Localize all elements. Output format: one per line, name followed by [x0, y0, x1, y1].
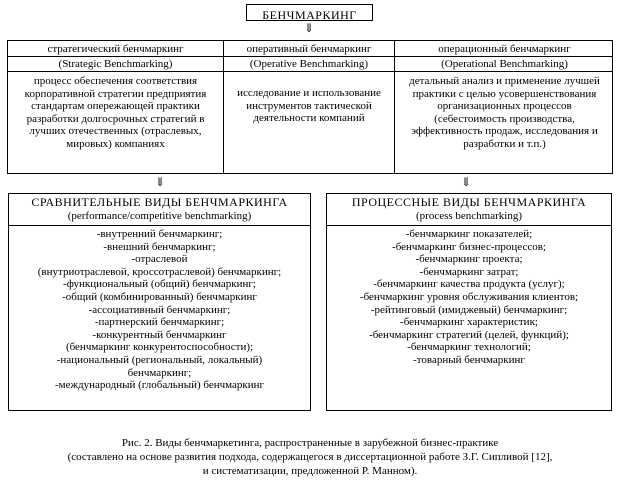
list-item: -бенчмаркинг стратегий (целей, функций); — [369, 328, 569, 341]
column-strategic-desc: процесс обеспечения соответствия корпоративной стратегии предприятия стандартам опережающей практики разработки долгосрочных стратегий в лучших отечественных (отраслевых, мировых) компаниях — [24, 75, 207, 150]
comparative-types-box — [8, 193, 311, 411]
process-types-list — [327, 228, 611, 367]
process-types-title: ПРОЦЕССНЫЕ ВИДЫ БЕНЧМАРКИНГА — [351, 196, 587, 209]
arrow-down-icon: ⇓ — [303, 21, 315, 35]
list-item: -общий (комбинированный) бенчмаркинг — [62, 290, 257, 303]
list-item: -конкурентный бенчмаркинг — [92, 328, 227, 341]
list-item: -бенчмаркинг качества продукта (услуг); — [373, 278, 565, 291]
list-item: бенчмаркинг; — [127, 366, 192, 379]
table-row-divider — [8, 71, 612, 72]
arrow-down-icon: ⇓ — [154, 175, 166, 189]
diagram-title: БЕНЧМАРКИНГ — [262, 8, 357, 22]
list-item: -бенчмаркинг технологий; — [407, 341, 531, 354]
comparative-types-subtitle: (performance/competitive benchmarking) — [67, 210, 252, 222]
column-strategic-name: стратегический бенчмаркинг — [47, 43, 184, 55]
column-operative-desc: исследование и использование инструментов тактической деятельности компаний — [237, 87, 381, 124]
arrow-down-icon: ⇓ — [460, 175, 472, 189]
list-item: -бенчмаркинг показателей; — [405, 228, 533, 240]
list-item: -бенчмаркинг бизнес-процессов; — [392, 240, 546, 253]
list-item: -бенчмаркинг проекта; — [415, 253, 523, 266]
table-row-divider — [8, 56, 612, 57]
list-item: -товарный бенчмаркинг — [413, 353, 525, 366]
caption-line: (составлено на основе развития подхода, содержащегося в диссертационной работе З.Г. Сипливой [12], — [67, 451, 553, 463]
column-operational-en: (Operational Benchmarking) — [441, 58, 568, 70]
list-item: -бенчмаркинг характеристик; — [400, 316, 538, 329]
column-operative-en: (Operative Benchmarking) — [249, 58, 369, 70]
list-item: (внутриотраслевой, кроссотраслевой) бенчмаркинг; — [37, 265, 282, 278]
caption-line: и систематизации, предложенной Р. Манном). — [202, 465, 418, 477]
list-item: -функциональный (общий) бенчмаркинг; — [63, 278, 256, 291]
comparative-types-list — [9, 228, 310, 392]
list-item: -национальный (региональный, локальный) — [56, 353, 263, 366]
column-strategic-en: (Strategic Benchmarking) — [58, 58, 173, 70]
levels-table — [7, 40, 613, 174]
title-box — [246, 4, 373, 21]
list-item: -отраслевой — [131, 253, 188, 266]
list-item: -ассоциативный бенчмаркинг; — [88, 303, 231, 316]
box-divider — [9, 225, 310, 226]
list-item: -внутренний бенчмаркинг; — [96, 228, 223, 240]
list-item: -международный (глобальный) бенчмаркинг — [54, 379, 265, 392]
process-types-subtitle: (process benchmarking) — [416, 210, 522, 222]
figure-caption — [0, 436, 620, 478]
list-item: -партнерский бенчмаркинг; — [94, 316, 225, 329]
list-item: -рейтинговый (имиджевый) бенчмаркинг; — [370, 303, 568, 316]
list-item: -бенчмаркинг затрат; — [419, 265, 519, 278]
column-operational-name: операционный бенчмаркинг — [438, 43, 571, 55]
list-item: -бенчмаркинг уровня обслуживания клиентов; — [359, 290, 579, 303]
list-item: (бенчмаркинг конкурентоспособности); — [65, 341, 254, 354]
comparative-types-title: СРАВНИТЕЛЬНЫЕ ВИДЫ БЕНЧМАРКИНГА — [31, 196, 288, 209]
caption-line: Рис. 2. Виды бенчмаркетинга, распространенные в зарубежной бизнес-практике — [121, 437, 499, 449]
list-item: -внешний бенчмаркинг; — [103, 240, 216, 253]
process-types-box — [326, 193, 612, 411]
column-operational-desc: детальный анализ и применение лучшей практики с целью усовершенствования организационных процессов (себестоимость производства, эффективность продаж, исследования и разработки и т.п.) — [409, 75, 600, 150]
column-operative-name: оперативный бенчмаркинг — [246, 43, 372, 55]
box-divider — [327, 225, 611, 226]
